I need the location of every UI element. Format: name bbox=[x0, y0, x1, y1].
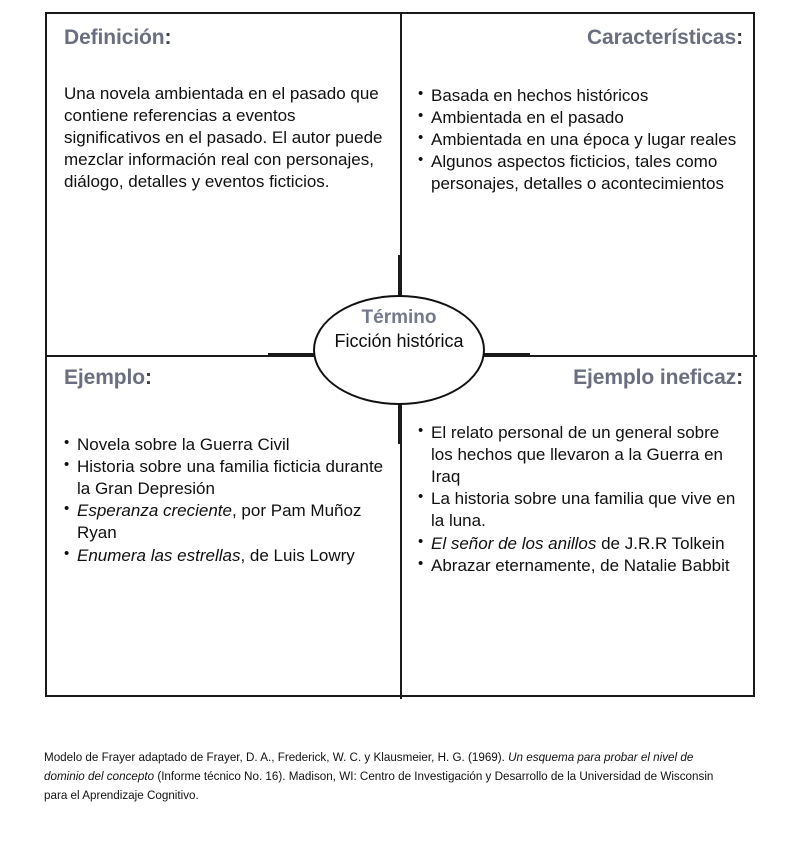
citation-title: Un esquema para probar el nivel de dominio del concepto bbox=[44, 750, 694, 783]
example-heading bbox=[64, 366, 384, 389]
item-text: de J.R.R Tolkein bbox=[596, 533, 725, 553]
definition-heading bbox=[64, 26, 384, 49]
characteristics-heading bbox=[418, 26, 743, 49]
term-value: Ficción histórica bbox=[334, 330, 464, 351]
list-item bbox=[418, 488, 743, 532]
non-example-heading-text: Ejemplo ineficaz bbox=[573, 366, 737, 389]
example-list bbox=[64, 434, 384, 567]
definition-text: Una novela ambientada en el pasado que contiene referencias a eventos significativos en el pasado. El autor puede mezclar información real con personajes, diálogo, detalles y eventos ficticios. bbox=[64, 84, 383, 192]
list-item: • Ambientada en el pasado bbox=[418, 107, 743, 129]
example-heading-text: Ejemplo bbox=[64, 366, 145, 389]
list-item: • Algunos aspectos ficticios, tales como personajes, detalles o acontecimientos bbox=[418, 151, 743, 195]
item-text: , de Luis Lowry bbox=[240, 545, 355, 565]
definition-heading-text: Definición bbox=[64, 26, 165, 49]
characteristics-heading-colon: : bbox=[736, 26, 743, 49]
item-text: Historia sobre una familia ficticia durante la Gran Depresión bbox=[77, 457, 384, 499]
frayer-model-frame bbox=[45, 12, 755, 697]
citation-part2: (Informe técnico No. 16). Madison, WI: Centro de Investigación y Desarrollo de la Universidad de Wisconsin para el Aprendizaje Cognitivo. bbox=[44, 768, 714, 802]
quadrant-example bbox=[47, 357, 400, 699]
citation-part1: Modelo de Frayer adaptado de Frayer, D. A., Frederick, W. C. y Klausmeier, H. G. (1969). bbox=[44, 750, 509, 764]
item-text: , por Pam Muñoz Ryan bbox=[77, 501, 362, 543]
list-item bbox=[418, 533, 743, 555]
list-item: • Ambientada en una época y lugar reales bbox=[418, 129, 743, 151]
quadrant-characteristics bbox=[402, 14, 757, 355]
term-label: Término bbox=[361, 307, 437, 328]
list-item bbox=[418, 555, 743, 577]
item-text: Abrazar eternamente, de Natalie Babbit bbox=[431, 555, 730, 575]
list-item bbox=[64, 500, 384, 544]
list-item bbox=[64, 456, 384, 500]
italic-title: Esperanza creciente bbox=[77, 501, 232, 521]
item-text: El relato personal de un general sobre los hechos que llevaron a la Guerra en Iraq bbox=[431, 423, 724, 487]
quadrant-definition bbox=[47, 14, 400, 355]
italic-title: Enumera las estrellas bbox=[77, 545, 241, 565]
list-item bbox=[64, 434, 384, 456]
list-item: • Basada en hechos históricos bbox=[418, 85, 743, 107]
italic-title: El señor de los anillos bbox=[431, 533, 597, 553]
definition-heading-colon: : bbox=[164, 26, 172, 49]
characteristics-list bbox=[418, 85, 743, 195]
characteristics-heading-text: Características bbox=[586, 26, 737, 49]
example-heading-colon: : bbox=[144, 366, 152, 389]
list-item bbox=[64, 545, 384, 567]
item-text: Novela sobre la Guerra Civil bbox=[77, 435, 290, 455]
non-example-heading bbox=[418, 366, 743, 389]
item-text: La historia sobre una familia que vive en la luna. bbox=[431, 489, 736, 531]
quadrant-non-example bbox=[402, 357, 757, 699]
non-example-list bbox=[418, 422, 743, 577]
citation-footer bbox=[44, 748, 721, 805]
list-item bbox=[418, 422, 743, 488]
non-example-heading-colon: : bbox=[736, 366, 743, 389]
